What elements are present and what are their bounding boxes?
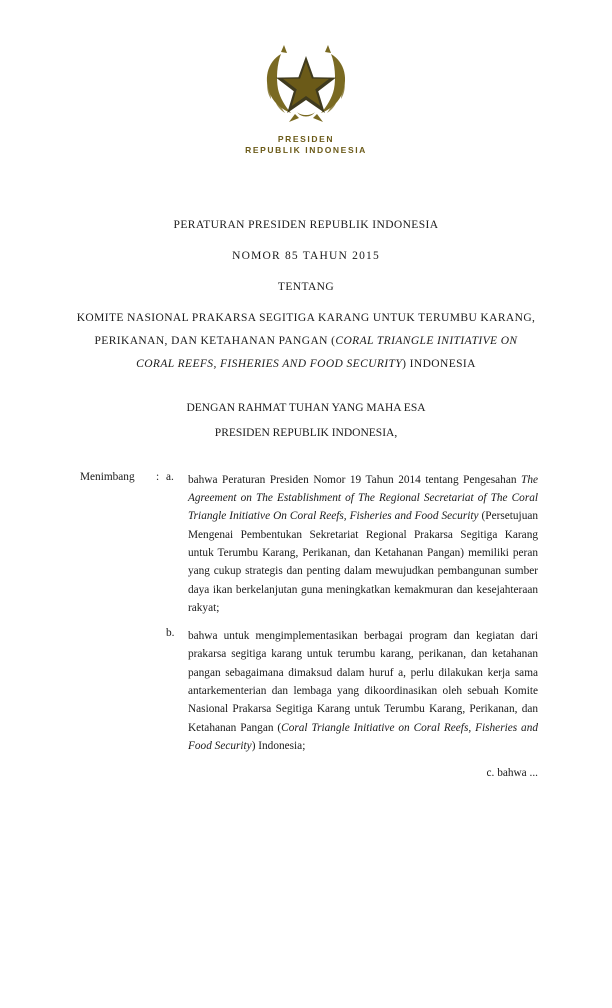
enactment-line-1: DENGAN RAHMAT TUHAN YANG MAHA ESA <box>186 402 426 415</box>
subject-part2: ) <box>402 358 407 371</box>
garuda-pancasila-star-emblem <box>251 36 361 128</box>
enactment-line-2: PRESIDEN REPUBLIK INDONESIA, <box>214 426 398 439</box>
considering-item-a <box>80 471 538 617</box>
considering-label: Menimbang <box>80 470 135 483</box>
considering-b-seg1: bahwa untuk mengimplementasikan berbagai program dan kegiatan dari prakarsa segitiga karang untuk terumbu karang, perikanan, dan ketahanan pangan sebagaimana dimaksud dalam huruf a, perlu dilakukan kerja sama antarkementerian dan lembaga yang dikoordinasikan oleh sebuah Komite Nasional Prakarsa Segitiga Karang untuk Terumbu Karang, Perikanan, dan Ketahanan Pangan ( <box>188 630 538 734</box>
regulation-number-line: NOMOR 85 TAHUN 2015 <box>232 249 380 262</box>
title-block <box>0 215 612 377</box>
considering-text-a <box>188 471 538 617</box>
emblem-caption-line2: REPUBLIK INDONESIA <box>245 145 367 156</box>
subject-part1: KOMITE NASIONAL PRAKARSA SEGITIGA KARANG UNTUK TERUMBU KARANG, PERIKANAN, DAN KETAHANAN PANGAN ( <box>76 312 536 348</box>
considering-section <box>0 471 612 755</box>
considering-text-b <box>188 627 538 755</box>
considering-b-seg3: ) Indonesia; <box>251 739 306 752</box>
considering-colon: : <box>156 470 160 483</box>
next-page-marker: c. bahwa ... <box>486 767 538 780</box>
subject-last-line: INDONESIA <box>409 358 476 371</box>
considering-a-seg2-italic: The Agreement on The Establishment of The Regional Secretariat of The Coral Triangle Initiative On Coral Reefs, Fisheries and Food Security <box>188 473 538 523</box>
considering-a-seg3: (Persetujuan Mengenai Pembentukan Sekretariat Regional Prakarsa Segitiga Karang untuk Terumbu Karang, Perikanan, dan Ketahanan Pangan) memiliki peran yang cukup strategis dan penting dalam mewujudkan pembangunan sumber daya ikan berkelanjutan guna meningkatkan kemakmuran dan kesejahteraan rakyat; <box>188 510 538 614</box>
considering-letter-b: b. <box>166 627 175 640</box>
about-line: TENTANG <box>277 280 335 293</box>
regulation-type-line: PERATURAN PRESIDEN REPUBLIK INDONESIA <box>173 218 439 231</box>
considering-item-b <box>80 627 538 755</box>
emblem-block <box>0 36 612 157</box>
enactment-block <box>0 396 612 444</box>
considering-letter-a: a. <box>166 470 174 483</box>
regulation-subject <box>0 307 612 376</box>
emblem-caption-line1: PRESIDEN <box>277 134 335 144</box>
emblem-caption <box>0 134 612 157</box>
subject-italic: CORAL TRIANGLE INITIATIVE ON CORAL REEFS, FISHERIES AND FOOD SECURITY <box>136 335 518 371</box>
considering-b-seg2-italic: Coral Triangle Initiative on Coral Reefs, Fisheries and Food Security <box>188 721 539 752</box>
considering-a-seg1: bahwa Peraturan Presiden Nomor 19 Tahun 2014 tentang Pengesahan <box>188 473 522 486</box>
